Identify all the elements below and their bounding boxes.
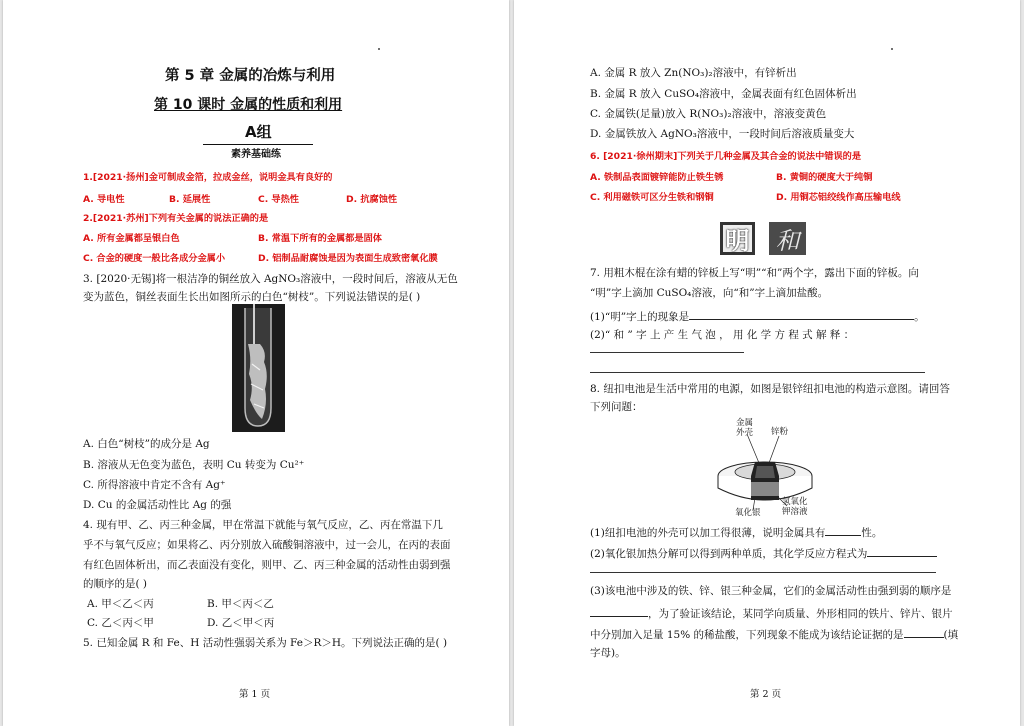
document-page-2 [514,0,1020,726]
q7-sub2-answer-blank-1[interactable] [590,352,744,353]
q8-sub3-order-blank[interactable] [590,605,648,617]
q5-option-b: B. 金属 R 放入 CuSO₄溶液中，金属表面有红色固体析出 [590,88,857,100]
label-koh-solution: 氢氧化 钾溶液 [782,497,808,517]
q2-option-b: B. 常温下所有的金属都是固体 [258,233,382,244]
q7-sub1-text: (1)“明”字上的现象是 [590,311,690,323]
q5-option-d: D. 金属铁放入 AgNO₃溶液中，一段时间后溶液质量变大 [590,128,855,140]
group-title: A组 [245,123,272,141]
q7-line2: “明”字上滴加 CuSO₄溶液，向“和”字上滴加盐酸。 [590,287,829,299]
lesson-title: 第 10 课时 金属的性质和利用 [154,97,343,113]
q8-sub1 [590,524,882,540]
q1-option-d: D. 抗腐蚀性 [346,194,398,205]
q4-line3: 有红色固体析出，而乙表面没有变化，则甲、乙、丙三种金属的活动性由弱到强 [83,559,451,571]
q8-sub3-line3-tail: (填 [943,629,959,641]
q7-sub2: (2)“ 和 ” 字 上 产 生 气 泡 ， 用 化 学 方 程 式 解 释 ： [590,329,855,341]
q3-option-b: B. 溶液从无色变为蓝色，表明 Cu 转变为 Cu²⁺ [83,459,305,471]
q8-sub2 [590,545,937,561]
q6-option-c: C. 利用磁铁可区分生铁和钢铜 [590,192,714,203]
q7-sub2-answer-blank-2[interactable] [590,372,925,373]
q2-option-d: D. 铝制品耐腐蚀是因为表面生成致密氧化膜 [258,253,438,264]
q7-sub1: (1)“明”字上的现象是 。 [590,308,925,324]
q8-line2: 下列问题： [590,401,643,413]
label-silver-oxide: 氧化银 [735,508,761,518]
q2-option-c: C. 合金的硬度一般比各成分金属小 [83,253,226,264]
q8-sub3-choice-blank[interactable] [904,626,944,638]
q8-sub2-answer-blank-2[interactable] [590,572,936,573]
q6-option-b: B. 黄铜的硬度大于纯铜 [776,172,873,183]
q8-sub2-answer-blank-1[interactable] [867,545,937,557]
page-number-2: 第 2 页 [750,689,782,700]
q4-line4: 的顺序的是( ) [83,578,148,590]
q6-option-a: A. 铁制品表面镀锌能防止铁生锈 [590,172,724,183]
q8-sub3-line1: (3)该电池中涉及的铁、锌、银三种金属，它们的金属活动性由强到弱的顺序是 [590,585,952,597]
q1-option-b: B. 延展性 [169,194,211,205]
q5-option-c: C. 金属铁(足量)放入 R(NO₃)₂溶液中，溶液变黄色 [590,108,827,120]
q4-line1: 4. 现有甲、乙、丙三种金属，甲在常温下就能与氧气反应，乙、丙在常温下几 [83,519,443,531]
q6-stem: 6. [2021·徐州期末]下列关于几种金属及其合金的说法中错误的是 [590,151,862,162]
q5-line1: 5. 已知金属 R 和 Fe、H 活动性强弱关系为 Fe＞R＞H。下列说法正确的是( ) [83,637,448,649]
q3-line1: 3. [2020·无锡]将一根洁净的铜丝放入 AgNO₃溶液中，一段时间后，溶液从无色 [83,273,458,285]
he-character: 和 [775,227,800,255]
q8-sub2-text: (2)氧化银加热分解可以得到两种单质，其化学反应方程式为 [590,548,868,560]
q1-option-c: C. 导热性 [258,194,299,205]
label-zinc-powder: 锌粉 [771,427,789,437]
q1-option-a: A. 导电性 [83,194,125,205]
chapter-title: 第 5 章 金属的冶炼与利用 [165,68,336,84]
page-mark [891,48,893,50]
q4-option-b: B. 甲＜丙＜乙 [207,598,274,610]
q2-option-a: A. 所有金属都呈银白色 [83,233,180,244]
q8-sub1-text: (1)纽扣电池的外壳可以加工得很薄，说明金属具有 [590,527,826,539]
q8-sub3-line2 [590,605,953,621]
q7-sub1-answer-blank[interactable] [689,308,914,320]
ming-character: 明 [725,226,750,255]
q3-option-d: D. Cu 的金属活动性比 Ag 的强 [83,499,232,511]
page-number-1: 第 1 页 [239,689,271,700]
test-tube-photo [232,304,285,432]
section-label: 素养基础练 [231,149,281,160]
q5-option-a: A. 金属 R 放入 Zn(NO₃)₂溶液中，有锌析出 [590,67,797,79]
he-character-image [769,222,806,255]
q8-sub3-line4: 字母)。 [590,647,626,659]
q2-stem: 2.[2021·苏州]下列有关金属的说法正确的是 [83,213,269,224]
q7-line1: 7. 用粗木棍在涂有蜡的锌板上写“明”“和”两个字，露出下面的锌板。向 [590,267,919,279]
q1-stem: 1.[2021·扬州]金可制成金箔，拉成金丝，说明金具有良好的 [83,172,333,183]
label-metal-shell: 金属 外壳 [736,418,754,438]
group-underline [203,144,313,145]
q8-sub3-line3 [590,626,958,642]
q8-sub3-line2-text: ，为了验证该结论，某同学向质量、外形相同的铁片、锌片、银片 [648,608,953,620]
q6-option-d: D. 用铜芯铝绞线作高压输电线 [776,192,901,203]
q8-line1: 8. 纽扣电池是生活中常用的电源，如图是银锌纽扣电池的构造示意图。请回答 [590,383,950,395]
page-mark [378,48,380,50]
q8-sub1-answer-blank[interactable] [825,524,861,536]
q3-option-c: C. 所得溶液中肯定不含有 Ag⁺ [83,479,226,491]
q4-option-d: D. 乙＜甲＜丙 [207,617,275,629]
document-page-1 [3,0,509,726]
q3-line2: 变为蓝色，铜丝表面生长出如图所示的白色“树枝”。下列说法错误的是( ) [83,291,421,303]
q3-option-a: A. 白色“树枝”的成分是 Ag [83,438,210,450]
q4-option-a: A. 甲＜乙＜丙 [87,598,154,610]
q4-option-c: C. 乙＜丙＜甲 [87,617,154,629]
q4-line2: 乎不与氧气反应；如果将乙、丙分别放入硫酸铜溶液中，过一会儿，在丙的表面 [83,539,451,551]
q8-sub3-line3-text: 中分别加入足量 15% 的稀盐酸，下列现象不能成为该结论证据的是 [590,629,904,641]
q8-sub1-tail: 性。 [861,527,883,539]
ming-character-image [720,222,755,255]
